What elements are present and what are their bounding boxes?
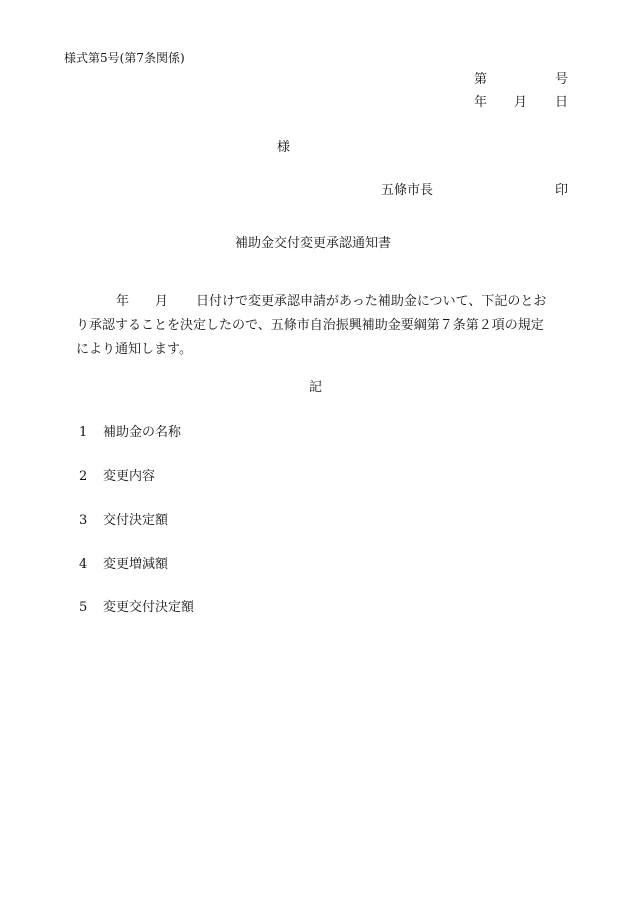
body-line-3: により通知します。 bbox=[76, 342, 192, 357]
list-item-label: 変更増減額 bbox=[103, 557, 169, 572]
list-item bbox=[79, 557, 168, 573]
date-day-label: 日 bbox=[555, 95, 569, 110]
body-paragraph bbox=[64, 290, 574, 362]
list-item-number: 1 bbox=[79, 425, 88, 440]
list-item-label: 交付決定額 bbox=[103, 513, 169, 528]
sender-name: 五條市長 bbox=[381, 183, 434, 198]
date-year-label: 年 bbox=[474, 95, 488, 110]
list-item bbox=[79, 425, 181, 441]
list-item bbox=[79, 600, 194, 616]
list-item-label: 変更交付決定額 bbox=[103, 600, 195, 615]
list-item-number: 4 bbox=[79, 557, 88, 572]
seal-mark: 印 bbox=[555, 183, 569, 198]
list-item-number: 2 bbox=[79, 469, 88, 484]
body-line-2: り承認することを決定したので、五條市自治振興補助金要綱第７条第２項の規定 bbox=[76, 318, 544, 333]
list-item-number: 5 bbox=[79, 600, 88, 615]
recipient-honorific: 様 bbox=[277, 140, 291, 155]
doc-number-label: 第 bbox=[474, 72, 488, 87]
form-number: 様式第5号(第7条関係) bbox=[64, 51, 185, 65]
list-item bbox=[79, 513, 168, 529]
document-title: 補助金交付変更承認通知書 bbox=[235, 236, 392, 251]
list-item-label: 変更内容 bbox=[103, 469, 156, 484]
list-item bbox=[79, 469, 155, 485]
ki-heading: 記 bbox=[309, 380, 323, 395]
body-line-1-text: 日付けで変更承認申請があった補助金について、下記のとお bbox=[196, 294, 547, 309]
doc-number-suffix: 号 bbox=[555, 72, 569, 87]
body-month-label: 月 bbox=[155, 294, 169, 309]
list-item-number: 3 bbox=[79, 513, 88, 528]
body-line-1 bbox=[64, 290, 574, 314]
date-month-label: 月 bbox=[514, 95, 528, 110]
body-year-label: 年 bbox=[116, 294, 130, 309]
list-item-label: 補助金の名称 bbox=[103, 425, 182, 440]
